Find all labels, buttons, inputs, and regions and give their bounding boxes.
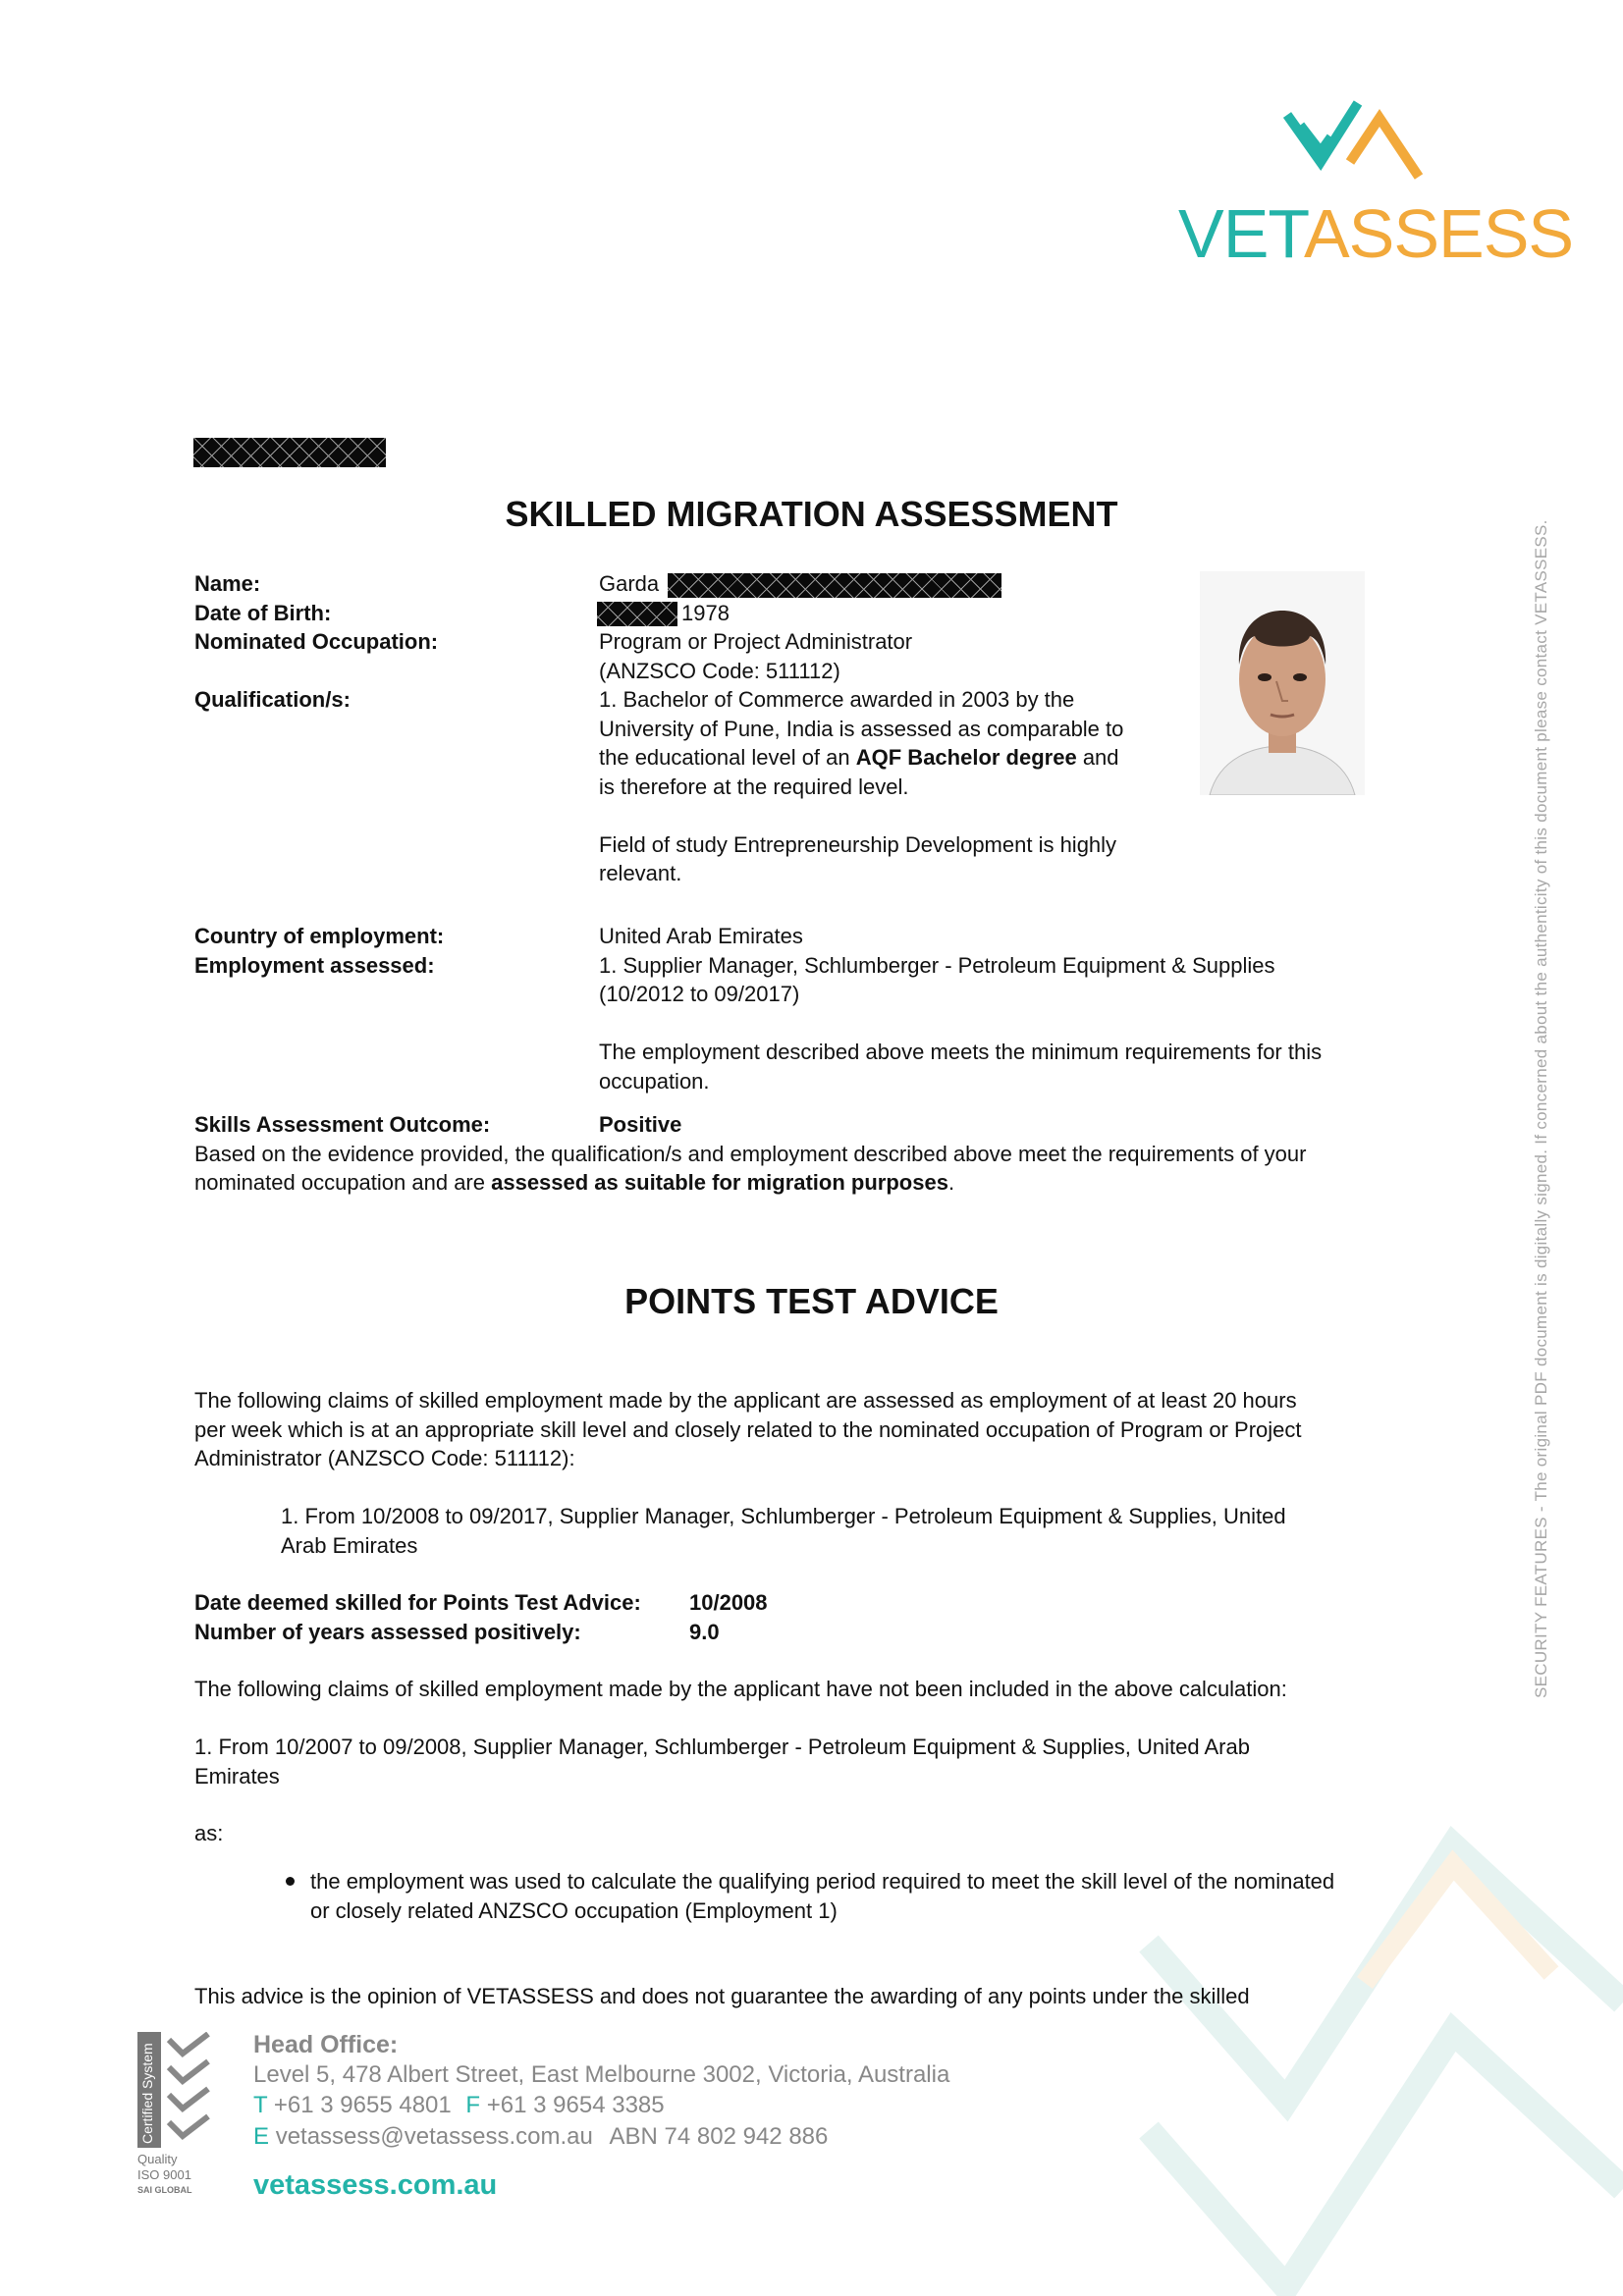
checkmarks-icon	[165, 2032, 214, 2148]
abn: ABN 74 802 942 886	[609, 2123, 829, 2150]
outcome-value: Positive	[599, 1112, 682, 1137]
qualification-line-3: the educational level of an AQF Bachelor degree and	[599, 745, 1119, 770]
vetassess-logo: VETASSESS	[1178, 93, 1542, 275]
qualification-line-2: University of Pune, India is assessed as comparable to	[599, 716, 1124, 741]
website-link[interactable]: vetassess.com.au	[253, 2169, 498, 2201]
advice-text: This advice is the opinion of VETASSESS and does not guarantee the awarding of any points under the skilled	[194, 1984, 1250, 2008]
employment-note-2: occupation.	[599, 1068, 710, 1094]
points-intro-3: Administrator (ANZSCO Code: 511112):	[194, 1446, 575, 1470]
employment-line-1: 1. Supplier Manager, Schlumberger - Petroleum Equipment & Supplies	[599, 952, 1275, 978]
aqf-level: AQF Bachelor degree	[855, 745, 1077, 770]
bullet-line-2: or closely related ANZSCO occupation (Employment 1)	[310, 1897, 838, 1923]
points-title: POINTS TEST ADVICE	[624, 1281, 999, 1321]
occupation-value-1: Program or Project Administrator	[599, 629, 913, 654]
occupation-label: Nominated Occupation:	[194, 629, 439, 654]
field-of-study-line-2: relevant.	[599, 861, 682, 885]
name-value	[599, 569, 659, 599]
security-features-text: SECURITY FEATURES - The original PDF document is digitally signed. If concerned about the authenticity of this document please contact VETASSESS.	[1532, 519, 1550, 1698]
redacted-surname	[668, 573, 1001, 598]
fax-number: +61 3 9654 3385	[486, 2092, 665, 2118]
excluded-line-1: 1. From 10/2007 to 09/2008, Supplier Manager, Schlumberger - Petroleum Equipment & Supplies, United Arab	[194, 1735, 1250, 1759]
outcome-suitable: assessed as suitable for migration purposes	[491, 1170, 948, 1195]
field-of-study-line-1: Field of study Entrepreneurship Development is highly	[599, 831, 1117, 857]
years-label: Number of years assessed positively:	[194, 1619, 581, 1644]
years-value: 9.0	[689, 1619, 720, 1644]
outcome-text-2: nominated occupation and are assessed as suitable for migration purposes.	[194, 1170, 955, 1195]
points-item-1-line-2: Arab Emirates	[281, 1532, 418, 1558]
logo-text: VET	[1178, 195, 1304, 272]
points-item-1-line-1: 1. From 10/2008 to 09/2017, Supplier Manager, Schlumberger - Petroleum Equipment & Supplies, United	[281, 1504, 1286, 1528]
date-deemed-value: 10/2008	[689, 1590, 768, 1615]
name-label: Name:	[194, 571, 261, 596]
badge-certified-text: Certified System	[139, 2043, 155, 2144]
employment-note-1: The employment described above meets the minimum requirements for this	[599, 1040, 1323, 1064]
qualification-line-1: 1. Bachelor of Commerce awarded in 2003 by the	[599, 687, 1075, 712]
page-title: SKILLED MIGRATION ASSESSMENT	[505, 494, 1118, 534]
points-intro-1: The following claims of skilled employment made by the applicant are assessed as employment of at least 20 hours	[194, 1388, 1297, 1413]
qualification-line-4: is therefore at the required level.	[599, 774, 909, 799]
outcome-text-1: Based on the evidence provided, the qualification/s and employment described above meet the requirements of your	[194, 1141, 1307, 1166]
name-first: Garda	[599, 571, 660, 596]
country-label: Country of employment:	[194, 924, 445, 948]
badge-iso: ISO 9001	[137, 2167, 191, 2182]
employment-line-2: (10/2012 to 09/2017)	[599, 982, 800, 1006]
date-deemed-label: Date deemed skilled for Points Test Advice:	[194, 1590, 641, 1615]
excluded-intro: The following claims of skilled employment made by the applicant have not been included in the above calculation:	[194, 1677, 1287, 1701]
bullet-icon	[286, 1877, 295, 1886]
dob-label: Date of Birth:	[194, 600, 332, 625]
employment-label: Employment assessed:	[194, 952, 435, 978]
as-label: as:	[194, 1821, 224, 1845]
badge-sai: SAI GLOBAL	[137, 2185, 192, 2195]
qualification-label: Qualification/s:	[194, 687, 351, 712]
applicant-photo	[1200, 571, 1365, 795]
iso-badge	[135, 2032, 216, 2199]
badge-quality: Quality	[137, 2152, 178, 2166]
phone-number[interactable]: +61 3 9655 4801	[273, 2092, 452, 2118]
bullet-line-1: the employment was used to calculate the qualifying period required to meet the skill level of the nominated	[310, 1869, 1335, 1894]
country-value: United Arab Emirates	[599, 924, 803, 948]
redacted-reference	[193, 438, 386, 467]
head-office-address: Level 5, 478 Albert Street, East Melbourne 3002, Victoria, Australia	[253, 2061, 950, 2088]
head-office-label: Head Office:	[253, 2031, 399, 2058]
dob-value: 1978	[681, 600, 730, 625]
excluded-line-2: Emirates	[194, 1763, 280, 1789]
redacted-dob	[597, 602, 677, 626]
logo-mark-icon	[1281, 93, 1429, 187]
occupation-value-2: (ANZSCO Code: 511112)	[599, 658, 840, 683]
email-line: E vetassess@vetassess.com.au ABN 74 802 942 886	[253, 2123, 829, 2150]
phone-line: T +61 3 9655 4801 F +61 3 9654 3385	[253, 2092, 665, 2118]
email-link[interactable]: vetassess@vetassess.com.au	[275, 2123, 593, 2150]
points-intro-2: per week which is at an appropriate skill level and closely related to the nominated occupation of Program or Project	[194, 1416, 1302, 1442]
outcome-label: Skills Assessment Outcome:	[194, 1112, 491, 1137]
